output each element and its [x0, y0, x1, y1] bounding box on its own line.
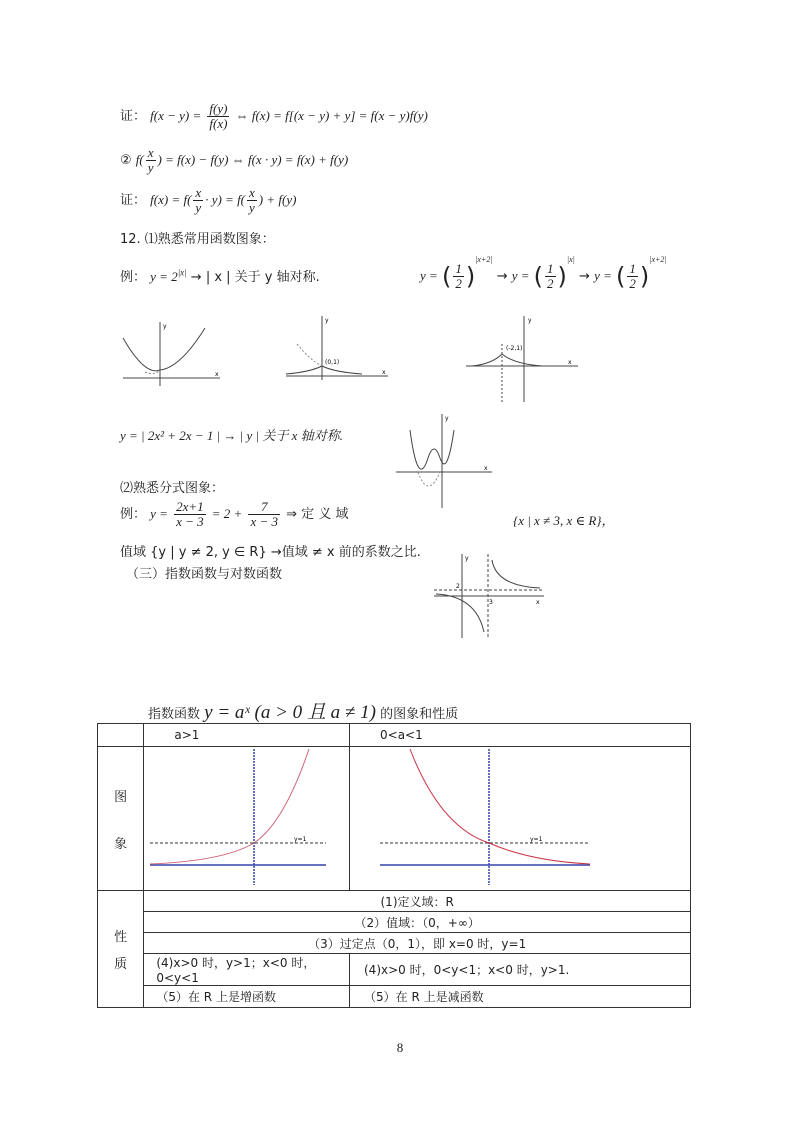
x-label: x	[484, 465, 488, 472]
example-3-line	[120, 500, 348, 529]
curve	[150, 749, 309, 864]
graph-cell-decreasing	[350, 747, 691, 891]
proof-label: 证：	[120, 109, 147, 124]
prop-label-1: 性	[114, 930, 128, 945]
exp-1: |x+2|	[475, 255, 493, 264]
table-title	[148, 697, 458, 724]
graph-exp-increasing	[144, 747, 328, 887]
graph-abs-quadratic	[392, 410, 502, 510]
graph-hyperbola	[432, 550, 548, 640]
half-fraction-2	[545, 262, 556, 291]
x-label: x	[536, 599, 540, 606]
header-a-gt-1: a>1	[144, 724, 350, 747]
page-number: 8	[396, 1040, 404, 1055]
curve-left	[436, 594, 484, 632]
prop-sign-decreasing: (4)x>0 时，0<y<1；x<0 时，y>1.	[350, 954, 691, 986]
graph-cell-increasing	[144, 747, 350, 891]
proof-line-1	[120, 102, 428, 131]
example-3-arrow: ⇒ 定 义 域	[286, 507, 349, 522]
table-title-formula: y = aˣ (a > 0 且 a ≠ 1)	[204, 702, 376, 723]
graph-abs-exp	[115, 318, 225, 388]
curve	[123, 328, 205, 371]
y-label: y	[528, 317, 532, 324]
proof-rest: ⇔ f(x) = f[(x − y) + y] = f(x − y)f(y)	[235, 108, 428, 123]
example-label: 例：	[120, 507, 147, 522]
section-2-heading: ⑵熟悉分式图象：	[120, 481, 225, 496]
example-1-exponent: |x|	[177, 267, 187, 278]
image-label-2: 象	[114, 836, 128, 852]
fraction-denominator: 2	[629, 276, 636, 291]
proof2-fraction-2	[247, 186, 257, 215]
example-3-domain: {x | x ≠ 3, x ∈ R}，	[513, 513, 615, 528]
table-header-row	[98, 724, 691, 747]
example-label: 例：	[120, 270, 147, 285]
prop-row-4	[98, 954, 691, 986]
proof-fraction	[207, 102, 229, 131]
fraction-denominator: 2	[455, 276, 462, 291]
fraction-numerator: 1	[629, 261, 636, 276]
fraction-denominator: f(x)	[209, 116, 228, 131]
section-12-heading: 12. ⑴熟悉常用函数图象：	[120, 232, 275, 247]
prop-label-2: 质	[114, 957, 128, 972]
fraction-numerator: x	[147, 145, 154, 160]
prop-decreasing: （5）在 R 上是减函数	[350, 986, 691, 1008]
curve	[286, 366, 362, 374]
image-label-1: 图	[114, 789, 128, 805]
asymptote-label: y=1	[530, 836, 543, 843]
y-label: y	[445, 415, 449, 422]
corner-cell	[98, 724, 144, 747]
proof2-part2: · y) = f(	[205, 192, 246, 207]
prop-fixed-point: （3）过定点（0，1），即 x=0 时，y=1	[144, 933, 691, 954]
curve	[410, 749, 590, 864]
curve	[410, 430, 454, 469]
fraction-numerator: x	[195, 185, 202, 200]
right-y-3: y =	[594, 268, 612, 283]
dashed-curve	[418, 472, 440, 486]
proof-label: 证：	[120, 193, 147, 208]
paren-open: (	[533, 262, 544, 291]
half-fraction-3	[627, 262, 638, 291]
example-3-fraction-1	[174, 500, 206, 529]
curve	[472, 354, 542, 366]
prop-sign-increasing: (4)x>0 时，y>1；x<0 时，0<y<1	[144, 954, 350, 986]
fraction-denominator: y	[249, 200, 255, 215]
paren-close: )	[639, 262, 650, 291]
asymptote-value-3: 3	[489, 599, 493, 606]
item-2-line	[120, 146, 348, 175]
paren-close: )	[557, 262, 567, 291]
prop-row-2	[98, 912, 691, 933]
proof2-fraction-1	[193, 186, 203, 215]
graph-shifted-half	[462, 314, 582, 404]
prop-range: （2）值域：（0，+∞）	[144, 912, 691, 933]
item-2-f: f(	[135, 152, 144, 167]
example-1-right	[420, 255, 667, 291]
dashed-curve	[297, 344, 322, 366]
arrow-1: →	[496, 269, 508, 284]
paren-open: (	[616, 262, 626, 291]
item-2-fraction	[146, 146, 156, 175]
table-image-row	[98, 747, 691, 891]
prop-label-cell	[98, 891, 144, 1008]
section-3-heading: （三）指数函数与对数函数	[126, 567, 283, 582]
proof-line-2	[120, 186, 296, 215]
fraction-denominator: y	[147, 160, 154, 175]
fraction-numerator: x	[249, 185, 255, 200]
exponential-properties-table	[97, 723, 691, 1008]
point-label: (-2,1)	[506, 345, 523, 352]
example-1-line	[120, 266, 320, 285]
header-a-lt-1: 0<a<1	[350, 724, 691, 747]
x-label: x	[382, 369, 386, 376]
proof-lhs: f(x − y) =	[150, 108, 202, 123]
proof2-part1: f(x) = f(	[150, 192, 192, 207]
example-3-mid: = 2 +	[211, 506, 243, 521]
item-2-label: ②	[120, 153, 132, 168]
x-label: x	[568, 359, 572, 366]
right-y: y =	[420, 268, 438, 283]
fraction-numerator: 1	[547, 261, 554, 276]
fraction-numerator: f(y)	[209, 101, 228, 116]
example-2-line: y = | 2x² + 2x − 1 | → | y | 关于 x 轴对称.	[120, 428, 343, 443]
arrow-2: →	[579, 269, 590, 284]
image-label-cell	[98, 747, 144, 891]
prop-domain: (1)定义域：R	[144, 891, 691, 912]
prop-row-1	[98, 891, 691, 912]
fraction-denominator: x − 3	[250, 514, 279, 529]
range-line: 值域 {y | y ≠ 2, y ∈ R} →值域 ≠ x 前的系数之比.	[120, 545, 421, 560]
prop-increasing: （5）在 R 上是增函数	[144, 986, 350, 1008]
example-1-formula: y = 2	[150, 269, 178, 284]
fraction-numerator: 1	[455, 261, 462, 276]
graph-exp-decreasing	[350, 747, 690, 887]
asymptote-label: y=1	[294, 836, 307, 843]
right-y-2: y =	[511, 268, 530, 283]
curve-right	[492, 560, 540, 588]
point-label: (0,1)	[325, 359, 340, 366]
example-1-after: → | x | 关于 y 轴对称.	[190, 270, 320, 285]
prop-row-3	[98, 933, 691, 954]
example-3-y: y =	[150, 506, 168, 521]
table-title-prefix: 指数函数	[148, 707, 201, 722]
proof2-part3: ) + f(y)	[258, 192, 297, 207]
example-3-fraction-2	[248, 500, 280, 529]
x-label: x	[215, 371, 219, 378]
fraction-denominator: 2	[547, 276, 554, 291]
fraction-denominator: x − 3	[176, 514, 204, 529]
prop-row-5	[98, 986, 691, 1008]
table-title-suffix: 的图象和性质	[380, 707, 459, 722]
half-fraction-1	[453, 262, 464, 291]
paren-open: (	[441, 262, 452, 291]
fraction-numerator: 2x+1	[176, 499, 204, 514]
exp-3: |x+2|	[649, 255, 667, 264]
fraction-numerator: 7	[248, 500, 280, 515]
graph-half-abs	[282, 312, 392, 382]
y-label: y	[163, 323, 167, 330]
item-2-rest: ) = f(x) − f(y) ⇔ f(x · y) = f(x) + f(y)	[157, 152, 349, 167]
asymptote-value-2: 2	[456, 583, 460, 590]
fraction-denominator: y	[195, 200, 202, 215]
y-label: y	[325, 317, 329, 324]
exp-2: |x|	[566, 255, 575, 264]
y-label: y	[465, 555, 469, 562]
paren-close: )	[465, 262, 476, 291]
